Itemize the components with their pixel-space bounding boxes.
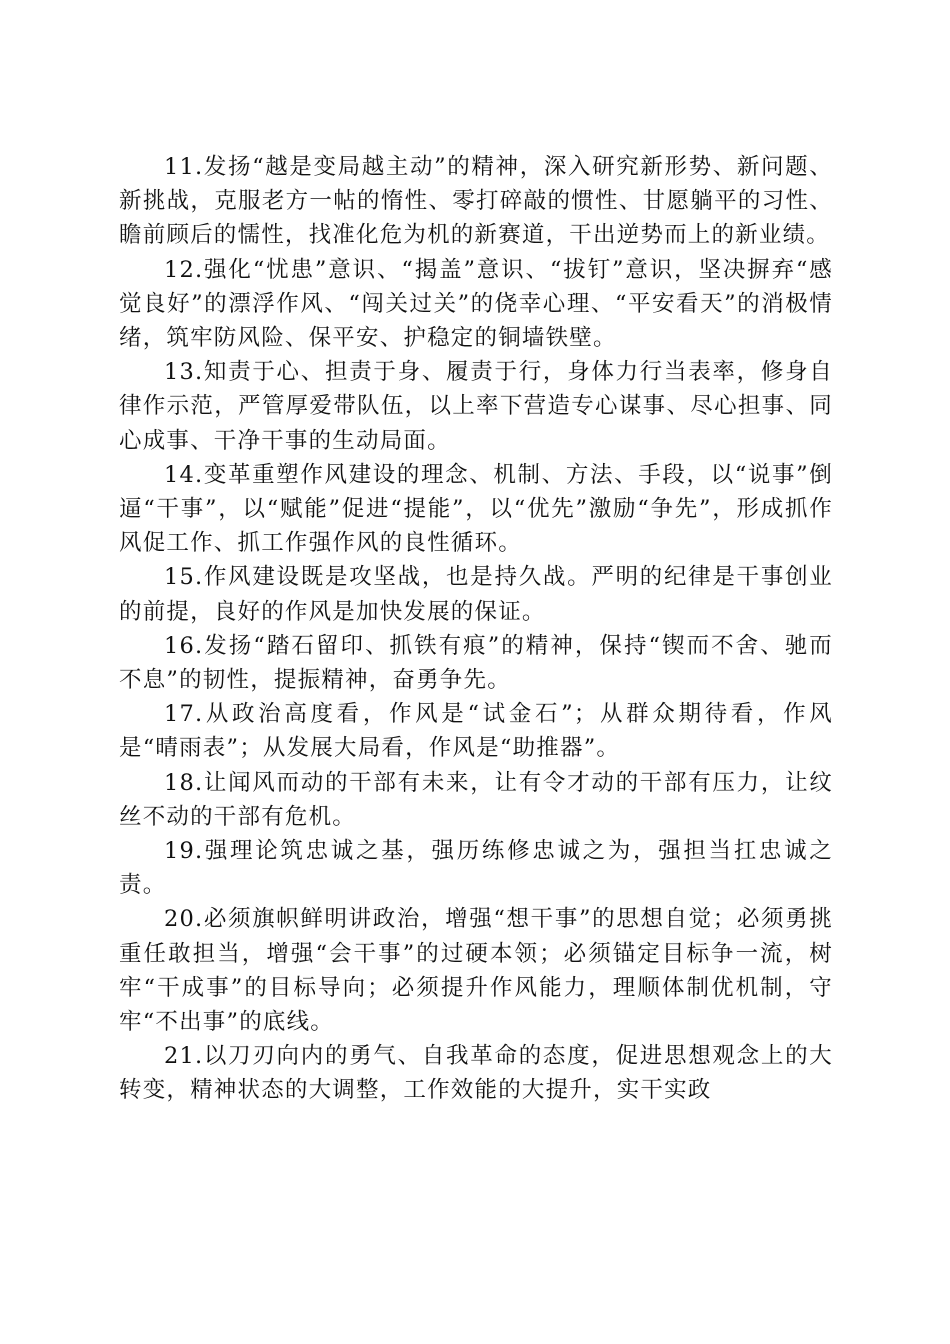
paragraph-21: 21.以刀刃向内的勇气、自我革命的态度，促进思想观念上的大转变，精神状态的大调整，工作效能的大提升，实干实政	[119, 1043, 833, 1104]
document-body	[119, 150, 833, 1108]
paragraph-18: 18.让闻风而动的干部有未来，让有令才动的干部有压力，让纹丝不动的干部有危机。	[119, 769, 833, 830]
paragraph-16: 16.发扬“踏石留印、抓铁有痕”的精神，保持“锲而不舍、驰而不息”的韧性，提振精神，奋勇争先。	[119, 632, 833, 694]
paragraph-12: 12.强化“忧患”意识、“揭盖”意识、“拔钉”意识，坚决摒弃“感觉良好”的漂浮作风、“闯关过关”的侥幸心理、“平安看天”的消极情绪，筑牢防风险、保平安、护稳定的铜墙铁壁。	[119, 256, 833, 352]
paragraph-14: 14.变革重塑作风建设的理念、机制、方法、手段，以“说事”倒逼“干事”，以“赋能”促进“提能”，以“优先”激励“争先”，形成抓作风促工作、抓工作强作风的良性循环。	[119, 461, 833, 557]
paragraph-15: 15.作风建设既是攻坚战，也是持久战。严明的纪律是干事创业的前提，良好的作风是加快发展的保证。	[119, 564, 833, 625]
paragraph-17: 17.从政治高度看，作风是“试金石”；从群众期待看，作风是“晴雨表”；从发展大局看，作风是“助推器”。	[119, 701, 833, 762]
paragraph-20: 20.必须旗帜鲜明讲政治，增强“想干事”的思想自觉；必须勇挑重任敢担当，增强“会干事”的过硬本领；必须锚定目标争一流，树牢“干成事”的目标导向；必须提升作风能力，理顺体制优机制，守牢“不出事”的底线。	[119, 906, 833, 1036]
paragraph-11: 11.发扬“越是变局越主动”的精神，深入研究新形势、新问题、新挑战，克服老方一帖的惰性、零打碎敲的惯性、甘愿躺平的习性、瞻前顾后的懦性，找准化危为机的新赛道，干出逆势而上的新业绩。	[119, 154, 833, 249]
paragraph-13: 13.知责于心、担责于身、履责于行，身体力行当表率，修身自律作示范，严管厚爱带队伍，以上率下营造专心谋事、尽心担事、同心成事、干净干事的生动局面。	[119, 359, 833, 454]
paragraph-19: 19.强理论筑忠诚之基，强历练修忠诚之为，强担当扛忠诚之责。	[119, 838, 833, 899]
